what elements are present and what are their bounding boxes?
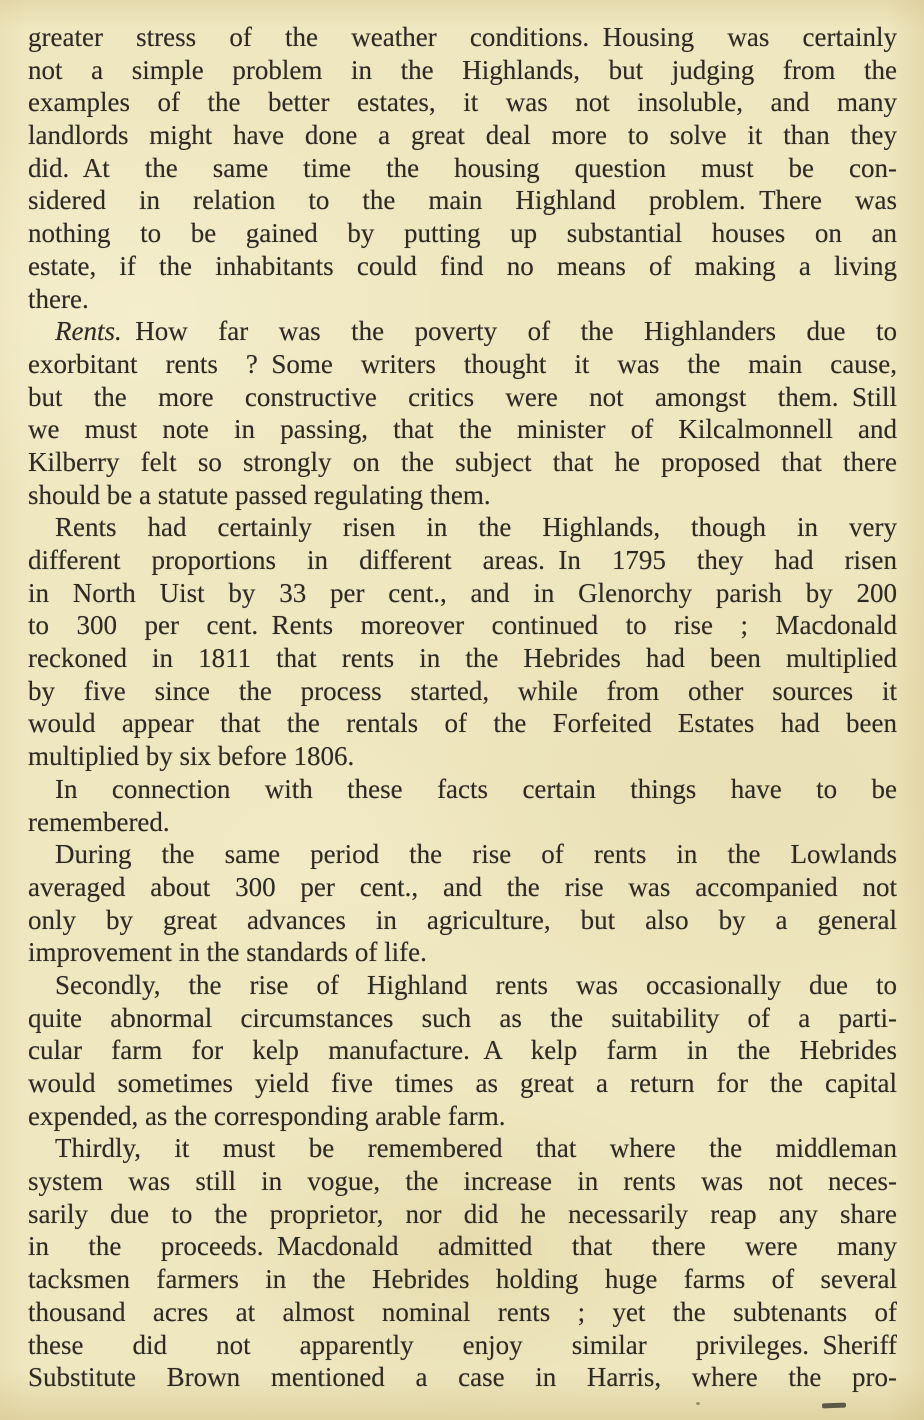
text-line: landlords might have done a great deal more to solve it than they [28, 120, 897, 151]
text-line: nothing to be gained by putting up substantial houses on an [28, 218, 897, 249]
text-line: thousand acres at almost nominal rents ; yet the subtenants of [28, 1296, 897, 1327]
text-line: reckoned in 1811 that rents in the Hebrides had been multiplied [28, 643, 897, 674]
text-line: improvement in the standards of life. [28, 937, 427, 968]
text-line: should be a statute passed regulating them. [28, 479, 491, 510]
text-line: system was still in vogue, the increase in rents was not neces- [28, 1166, 897, 1197]
text-line: Kilberry felt so strongly on the subject that he proposed that there [28, 446, 897, 477]
text-line: but the more constructive critics were not amongst them. Still [28, 381, 897, 412]
text-line: quite abnormal circumstances such as the suitability of a parti- [28, 1002, 897, 1033]
text-line: Secondly, the rise of Highland rents was occasionally due to [55, 969, 897, 1000]
text-line: Substitute Brown mentioned a case in Harris, where the pro- [28, 1362, 897, 1393]
text-line: in the proceeds. Macdonald admitted that there were many [28, 1231, 897, 1262]
text-line: greater stress of the weather conditions. Housing was certainly [28, 22, 897, 52]
text-line: exorbitant rents ? Some writers thought it was the main cause, [28, 348, 897, 379]
ink-speck [696, 1402, 700, 1405]
text-line: in North Uist by 33 per cent., and in Glenorchy parish by 200 [28, 577, 897, 608]
text-line: only by great advances in agriculture, but also by a general [28, 904, 897, 935]
text-line: examples of the better estates, it was not insoluble, and many [28, 87, 897, 118]
text-line: cular farm for kelp manufacture. A kelp farm in the Hebrides [28, 1035, 897, 1066]
ink-smudge [822, 1403, 846, 1409]
text-line: not a simple problem in the Highlands, but judging from the [28, 54, 897, 85]
text-line: averaged about 300 per cent., and the rise was accompanied not [28, 871, 897, 902]
text-line: During the same period the rise of rents in the Lowlands [55, 839, 897, 870]
text-line: Rents had certainly risen in the Highlands, though in very [55, 512, 897, 543]
text-line: did. At the same time the housing question must be con- [28, 152, 897, 183]
text-line: to 300 per cent. Rents moreover continued to rise ; Macdonald [28, 610, 897, 641]
text-line: there. [28, 283, 89, 314]
text-line: Rents. How far was the poverty of the Highlanders due to [55, 316, 897, 347]
text-line: these did not apparently enjoy similar privileges. Sheriff [28, 1329, 897, 1360]
text-line: sarily due to the proprietor, nor did he necessarily reap any share [28, 1198, 897, 1229]
text-line: remembered. [28, 806, 170, 837]
italic-lead: Rents. [55, 316, 122, 347]
text-line: expended, as the corresponding arable farm. [28, 1100, 506, 1131]
text-line: In connection with these facts certain things have to be [55, 773, 897, 804]
text-line: we must note in passing, that the minister of Kilcalmonnell and [28, 414, 897, 445]
text-line: tacksmen farmers in the Hebrides holding huge farms of several [28, 1264, 897, 1295]
text-line: would appear that the rentals of the Forfeited Estates had been [28, 708, 897, 739]
text-line: sidered in relation to the main Highland problem. There was [28, 185, 897, 216]
text-line: Thirdly, it must be remembered that where the middleman [55, 1133, 897, 1164]
text-line: by five since the process started, while from other sources it [28, 675, 897, 706]
text-line: different proportions in different areas. In 1795 they had risen [28, 545, 897, 575]
text-line: multiplied by six before 1806. [28, 741, 355, 772]
text-line: would sometimes yield five times as great a return for the capital [28, 1068, 897, 1098]
text-block [28, 21, 897, 1394]
text-line: estate, if the inhabitants could find no means of making a living [28, 250, 897, 281]
